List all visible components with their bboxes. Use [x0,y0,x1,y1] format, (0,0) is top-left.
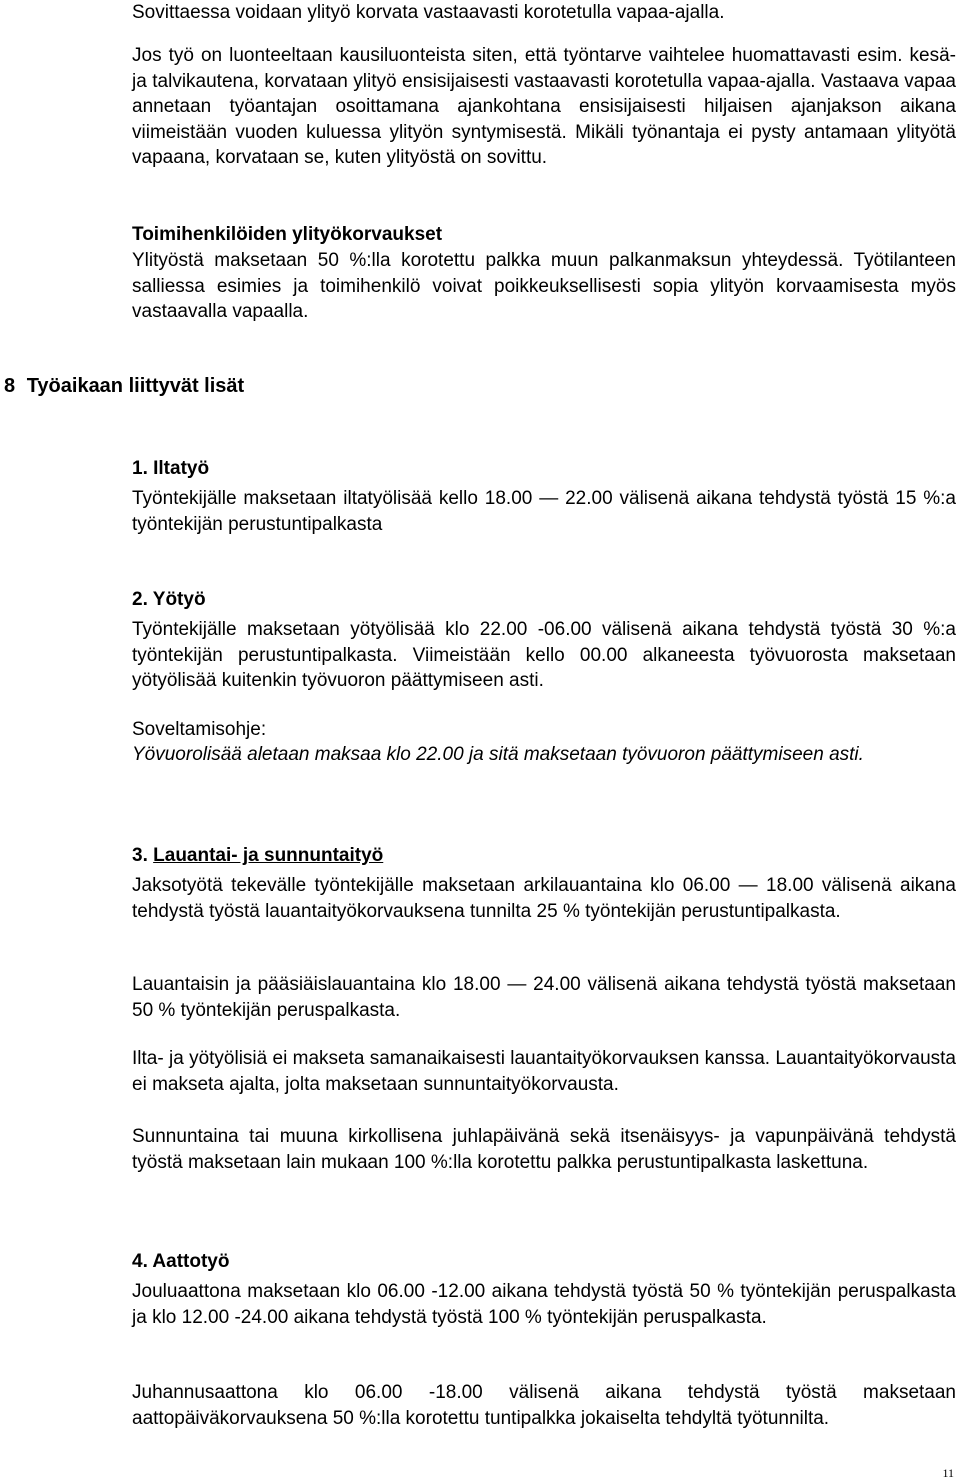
lauantai-paragraph-2: Lauantaisin ja pääsiäislauantaina klo 18.00 — 24.00 välisenä aikana tehdystä työstä maksetaan 50 % työntekijän peruspalkasta. [132,974,956,1021]
iltatyo-text: Työntekijälle maksetaan iltatyölisää kello 18.00 — 22.00 välisenä aikana tehdystä työstä 15 %:a työntekijän perustuntipalkasta [132,488,956,535]
yotyo-text: Työntekijälle maksetaan yötyölisää klo 22.00 -06.00 välisenä aikana tehdystä työstä 30 %:a työntekijän perustuntipalkasta. Viimeistään kello 00.00 alkaneesta työvuorosta maksetaan yötyölisää kuitenkin työvuoron päättymiseen asti. [132,619,956,691]
aattotyo-heading: 4. Aattotyö [132,1251,230,1272]
page-number: 11 [942,1466,954,1480]
aattotyo-paragraph-1: Jouluaattona maksetaan klo 06.00 -12.00 aikana tehdystä työstä 50 % työntekijän peruspalkasta ja klo 12.00 -24.00 aikana tehdystä työstä 100 % työntekijän peruspalkasta. [132,1281,956,1328]
lauantai-heading-number: 3. [132,845,148,866]
soveltamisohje-text: Yövuorolisää aletaan maksaa klo 22.00 ja sitä maksetaan työvuoron päättymiseen asti. [132,744,864,765]
section-8-heading [4,373,244,399]
lauantai-paragraph-3: Ilta- ja yötyölisiä ei makseta samanaikaisesti lauantaityökorvauksen kanssa. Lauantaityökorvausta ei makseta ajalta, jolta maksetaan sunnuntaityökorvausta. [132,1048,956,1095]
yotyo-heading: 2. Yötyö [132,589,206,610]
soveltamisohje-label: Soveltamisohje: [132,719,267,740]
aattotyo-paragraph-2: Juhannusaattona klo 06.00 -18.00 välisenä aikana tehdystä työstä maksetaan aattopäiväkorvauksena 50 %:lla korotettu tuntipalkka jokaiselta tehdyltä työtunnilta. [132,1382,956,1429]
iltatyo-heading: 1. Iltatyö [132,458,210,479]
section-8-number: 8 [4,375,16,397]
toimihenkilot-heading: Toimihenkilöiden ylityökorvaukset [132,224,443,245]
section-8-title: Työaikaan liittyvät lisät [26,375,245,397]
toimihenkilot-text: Ylityöstä maksetaan 50 %:lla korotettu palkka muun palkanmaksun yhteydessä. Työtilanteen salliessa esimies ja toimihenkilö voivat poikkeuksellisesti sopia ylityön korvaamisesta myös vastaavalla vapaalla. [132,250,956,322]
lauantai-paragraph-4: Sunnuntaina tai muuna kirkollisena juhlapäivänä sekä itsenäisyys- ja vapunpäivänä tehdystä työstä maksetaan lain mukaan 100 %:lla korotettu palkka perustuntipalkasta laskettuna. [132,1126,956,1173]
lauantai-paragraph-1: Jaksotyötä tekevälle työntekijälle maksetaan arkilauantaina klo 06.00 — 18.00 välisenä aikana tehdystä työstä lauantaityökorvauksena tunnilta 25 % työntekijän perustuntipalkasta. [132,875,956,922]
lauantai-heading [132,843,956,869]
intro-paragraph-2: Jos työ on luonteeltaan kausiluonteista siten, että työntarve vaihtelee huomattavasti esim. kesä- ja talvikautena, korvataan ylityö ensisijaisesti vastaavasti korotetulla vapaa-ajalla. Vastaava vapaa annetaan työantajan osoittamana ajankohtana ensisijaisesti hiljaisen ajanjakson aikana viimeistään vuoden kuluessa ylityön syntymisestä. Mikäli työnantaja ei pysty antamaan ylityötä vapaana, korvataan se, kuten ylityöstä on sovittu. [132,45,956,168]
intro-paragraph-1: Sovittaessa voidaan ylityö korvata vastaavasti korotetulla vapaa-ajalla. [132,2,725,23]
lauantai-heading-text: Lauantai- ja sunnuntaityö [153,845,384,866]
